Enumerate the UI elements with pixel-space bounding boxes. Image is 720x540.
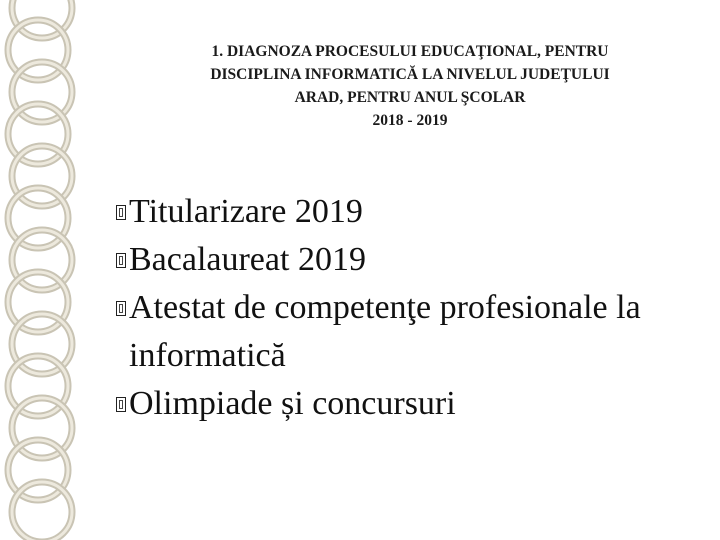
ring-chain-icon bbox=[0, 0, 80, 540]
slide-title bbox=[120, 40, 700, 132]
bullet-item-bacalaureat bbox=[116, 236, 706, 284]
title-line: 1. DIAGNOZA PROCESULUI EDUCAŢIONAL, PENTRU bbox=[211, 43, 609, 60]
title-line: DISCIPLINA INFORMATICĂ LA NIVELUL JUDEŢULUI bbox=[210, 66, 610, 83]
bullet-item-titularizare bbox=[116, 188, 706, 236]
bullet-item-atestat bbox=[116, 284, 706, 380]
bullet-box-icon bbox=[116, 301, 126, 316]
title-line: ARAD, PENTRU ANUL ŞCOLAR bbox=[294, 89, 526, 106]
bullet-list bbox=[116, 188, 706, 428]
bullet-item-olimpiade bbox=[116, 380, 706, 428]
ring-icon bbox=[12, 482, 72, 540]
bullet-text: Atestat de competenţe profesionale la informatică bbox=[129, 289, 641, 374]
title-line: 2018 - 2019 bbox=[372, 112, 448, 129]
bullet-box-icon bbox=[116, 397, 126, 412]
bullet-text: Titularizare 2019 bbox=[129, 193, 363, 230]
bullet-box-icon bbox=[116, 205, 126, 220]
bullet-box-icon bbox=[116, 253, 126, 268]
bullet-text: Bacalaureat 2019 bbox=[129, 241, 366, 278]
bullet-text: Olimpiade și concursuri bbox=[129, 385, 456, 422]
